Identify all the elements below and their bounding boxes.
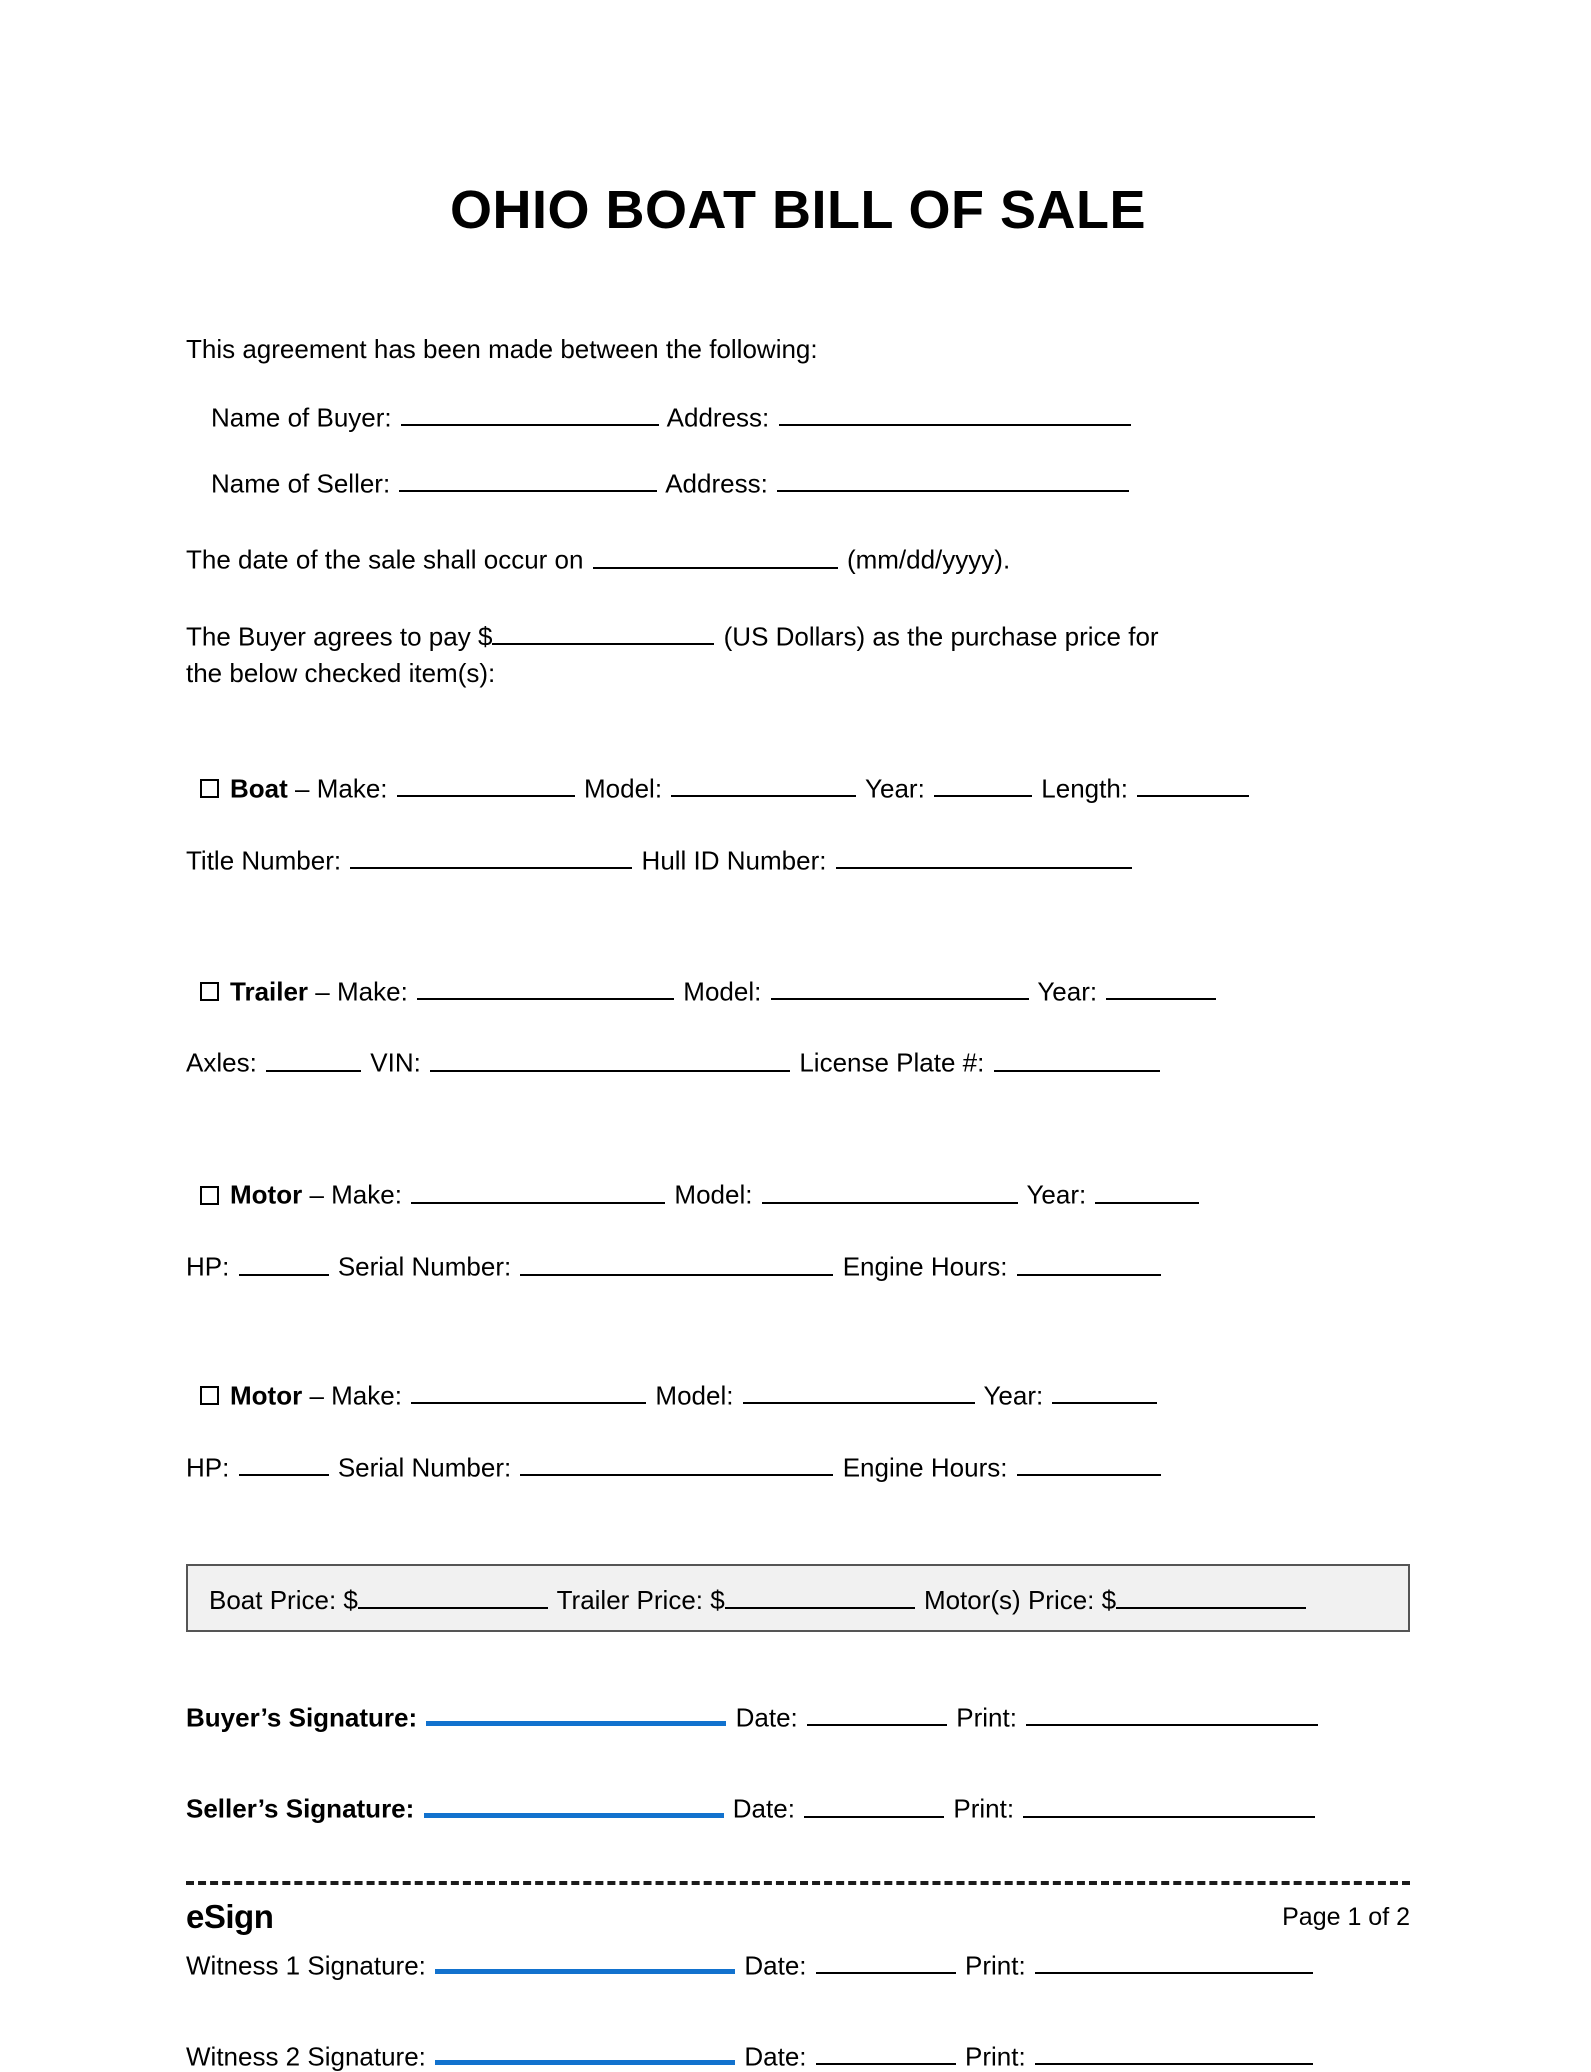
- boat-checkbox[interactable]: [200, 779, 219, 798]
- motor1-year-field[interactable]: [1095, 1174, 1199, 1203]
- seller-signature-field[interactable]: [424, 1785, 724, 1817]
- buyer-address-field[interactable]: [779, 397, 1131, 426]
- seller-date-label: Date:: [732, 1793, 795, 1824]
- boat-price-label: Boat Price: $: [209, 1584, 358, 1615]
- purchase-price-field[interactable]: [492, 616, 714, 645]
- buyer-print-field[interactable]: [1026, 1697, 1318, 1726]
- motor2-dash: –: [309, 1380, 324, 1411]
- motor2-section: [186, 1375, 1410, 1482]
- witness2-date-label: Date:: [744, 2041, 807, 2072]
- motor2-make-field[interactable]: [411, 1375, 646, 1404]
- seller-name-label: Name of Seller:: [211, 468, 391, 499]
- purchase-price-line2: the below checked item(s):: [186, 657, 496, 688]
- boat-year-field[interactable]: [934, 768, 1032, 797]
- boat-model-field[interactable]: [671, 768, 856, 797]
- esign-logo: eSign: [186, 1898, 274, 1935]
- motor1-label: Motor: [230, 1179, 303, 1210]
- witness2-print-label: Print:: [964, 2041, 1026, 2072]
- trailer-model-label: Model:: [683, 975, 762, 1006]
- buyer-date-field[interactable]: [807, 1697, 947, 1726]
- motor1-hours-field[interactable]: [1017, 1246, 1161, 1275]
- boat-title-number-label: Title Number:: [186, 844, 342, 875]
- sale-date-prefix: The date of the sale shall occur on: [186, 544, 584, 575]
- boat-dash: –: [295, 773, 310, 804]
- trailer-vin-label: VIN:: [370, 1047, 421, 1078]
- witness2-signature-field[interactable]: [435, 2033, 735, 2065]
- trailer-make-field[interactable]: [417, 971, 674, 1000]
- seller-print-field[interactable]: [1023, 1788, 1315, 1817]
- trailer-vin-field[interactable]: [430, 1042, 790, 1071]
- motor2-hp-field[interactable]: [239, 1447, 329, 1476]
- motor2-line-secondary: [186, 1447, 1410, 1482]
- buyer-signature-field[interactable]: [426, 1694, 726, 1726]
- motor1-serial-label: Serial Number:: [337, 1251, 512, 1282]
- motor2-year-field[interactable]: [1052, 1375, 1157, 1404]
- trailer-section: [186, 971, 1410, 1078]
- motor2-label: Motor: [230, 1380, 303, 1411]
- section-divider: [186, 1881, 1410, 1885]
- buyer-signature-label: Buyer’s Signature:: [186, 1702, 418, 1733]
- trailer-axles-field[interactable]: [266, 1042, 361, 1071]
- boat-model-label: Model:: [584, 773, 663, 804]
- witness1-signature-field[interactable]: [435, 1942, 735, 1974]
- page-content: [186, 0, 1410, 2072]
- motor2-model-label: Model:: [655, 1380, 734, 1411]
- motor2-model-field[interactable]: [743, 1375, 975, 1404]
- seller-date-field[interactable]: [804, 1788, 944, 1817]
- sale-date-field[interactable]: [593, 539, 838, 568]
- motor1-serial-field[interactable]: [520, 1246, 833, 1275]
- motor1-line-secondary: [186, 1246, 1410, 1281]
- seller-signature-row: [186, 1785, 1410, 1824]
- trailer-plate-field[interactable]: [994, 1042, 1160, 1071]
- motor2-hours-field[interactable]: [1017, 1447, 1161, 1476]
- buyer-print-label: Print:: [956, 1702, 1017, 1733]
- buyer-name-label: Name of Buyer:: [211, 402, 392, 433]
- buyer-signature-row: [186, 1694, 1410, 1733]
- motor1-model-field[interactable]: [762, 1174, 1018, 1203]
- boat-hull-id-label: Hull ID Number:: [641, 844, 827, 875]
- boat-label: Boat: [230, 773, 288, 804]
- motor2-line-primary: [186, 1375, 1410, 1410]
- motor2-hp-label: HP:: [186, 1452, 230, 1483]
- motor1-model-label: Model:: [674, 1179, 753, 1210]
- page-number: Page 1 of 2: [1282, 1902, 1410, 1931]
- witness1-date-field[interactable]: [816, 1945, 956, 1974]
- motor2-year-label: Year:: [983, 1380, 1044, 1411]
- motor1-year-label: Year:: [1026, 1179, 1087, 1210]
- buyer-address-label: Address:: [666, 402, 770, 433]
- motor1-checkbox[interactable]: [200, 1186, 219, 1205]
- motor2-checkbox[interactable]: [200, 1386, 219, 1405]
- motor2-serial-label: Serial Number:: [337, 1452, 512, 1483]
- witness2-date-field[interactable]: [816, 2036, 956, 2065]
- motor2-serial-field[interactable]: [520, 1447, 833, 1476]
- motor-price-field[interactable]: [1116, 1580, 1306, 1609]
- buyer-date-label: Date:: [735, 1702, 798, 1733]
- boat-make-field[interactable]: [397, 768, 575, 797]
- boat-length-field[interactable]: [1137, 768, 1249, 797]
- sale-date-row: [186, 539, 1410, 575]
- motor1-hp-label: HP:: [186, 1251, 230, 1282]
- motor1-hp-field[interactable]: [239, 1246, 329, 1275]
- seller-address-label: Address:: [665, 468, 768, 499]
- boat-section: [186, 768, 1410, 875]
- boat-line-secondary: [186, 840, 1410, 875]
- seller-address-field[interactable]: [777, 463, 1129, 492]
- trailer-checkbox[interactable]: [200, 982, 219, 1001]
- page-footer: [186, 1898, 1410, 1936]
- witness1-date-label: Date:: [744, 1949, 807, 1980]
- buyer-row: [186, 397, 1410, 433]
- trailer-price-label: Trailer Price: $: [556, 1584, 725, 1615]
- motor1-section: [186, 1174, 1410, 1281]
- trailer-price-field[interactable]: [725, 1580, 915, 1609]
- seller-print-label: Print:: [953, 1793, 1015, 1824]
- trailer-line-primary: [186, 971, 1410, 1006]
- motor-price-label: Motor(s) Price: $: [923, 1584, 1117, 1615]
- trailer-make-label: Make:: [337, 975, 408, 1006]
- witness1-signature-row: [186, 1942, 1410, 1981]
- page-title: OHIO BOAT BILL OF SALE: [450, 180, 1146, 240]
- seller-name-field[interactable]: [399, 463, 657, 492]
- sale-date-format-hint: (mm/dd/yyyy).: [846, 544, 1011, 575]
- boat-make-label: Make:: [316, 773, 388, 804]
- motor1-dash: –: [309, 1179, 324, 1210]
- trailer-year-field[interactable]: [1106, 971, 1216, 1000]
- purchase-price-prefix: The Buyer agrees to pay $: [186, 620, 493, 651]
- trailer-dash: –: [315, 975, 330, 1006]
- seller-row: [186, 463, 1410, 499]
- motor1-make-field[interactable]: [411, 1174, 665, 1203]
- boat-price-field[interactable]: [358, 1580, 548, 1609]
- motor2-hours-label: Engine Hours:: [842, 1452, 1008, 1483]
- trailer-model-field[interactable]: [771, 971, 1029, 1000]
- witness2-signature-row: [186, 2033, 1410, 2072]
- price-summary-box: [186, 1564, 1410, 1632]
- motor1-make-label: Make:: [331, 1179, 402, 1210]
- witness2-print-field[interactable]: [1035, 2036, 1313, 2065]
- boat-line-primary: [186, 768, 1410, 803]
- trailer-plate-label: License Plate #:: [799, 1047, 985, 1078]
- trailer-label: Trailer: [230, 975, 309, 1006]
- trailer-year-label: Year:: [1037, 975, 1098, 1006]
- boat-length-label: Length:: [1041, 773, 1129, 804]
- intro-paragraph: This agreement has been made between the following:: [186, 333, 818, 364]
- witness1-print-label: Print:: [964, 1949, 1026, 1980]
- trailer-axles-label: Axles:: [186, 1047, 257, 1078]
- witness2-signature-label: Witness 2 Signature:: [186, 2041, 426, 2072]
- motor1-hours-label: Engine Hours:: [842, 1251, 1008, 1282]
- purchase-price-paragraph: [186, 616, 1301, 692]
- witness1-print-field[interactable]: [1035, 1945, 1313, 1974]
- witness1-signature-label: Witness 1 Signature:: [186, 1949, 426, 1980]
- motor2-make-label: Make:: [331, 1380, 402, 1411]
- trailer-line-secondary: [186, 1042, 1410, 1077]
- seller-signature-label: Seller’s Signature:: [186, 1793, 415, 1824]
- boat-year-label: Year:: [865, 773, 925, 804]
- purchase-price-suffix: (US Dollars) as the purchase price for: [723, 620, 1159, 651]
- boat-title-number-field[interactable]: [350, 840, 632, 869]
- buyer-name-field[interactable]: [401, 397, 659, 426]
- motor1-line-primary: [186, 1174, 1410, 1209]
- boat-hull-id-field[interactable]: [836, 840, 1132, 869]
